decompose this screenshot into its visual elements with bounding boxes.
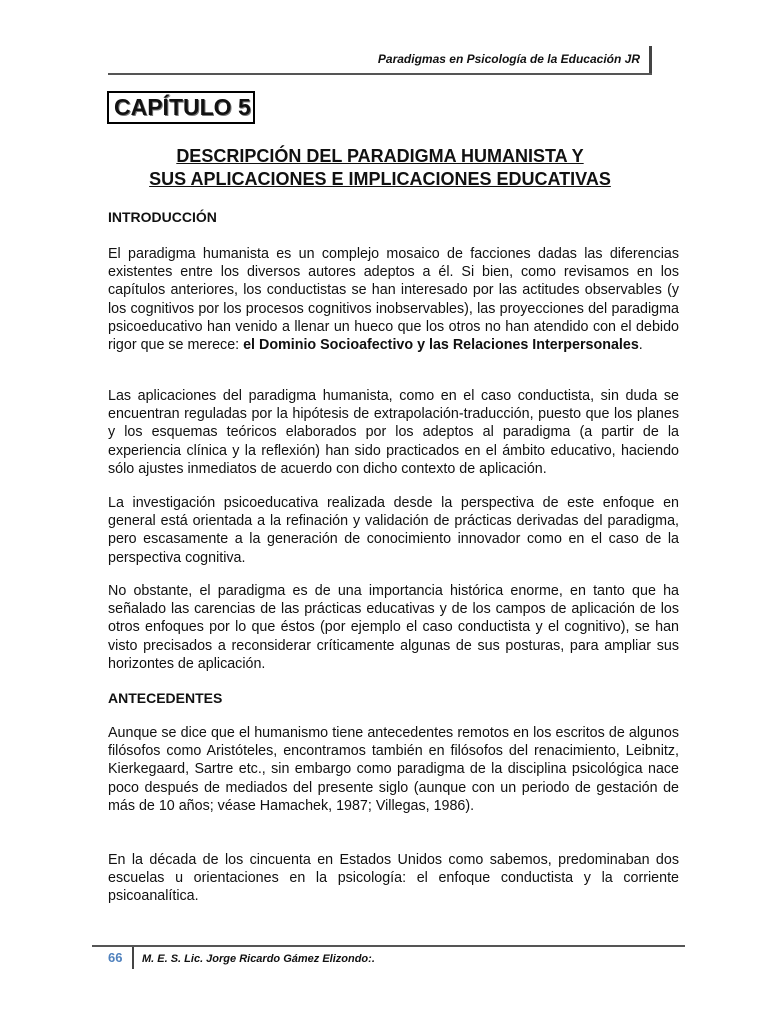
page-number: 66: [108, 950, 123, 965]
paragraph-2: Las aplicaciones del paradigma humanista, como en el caso conductista, sin duda se encuentran reguladas por la hipótesis de extrapolación-traducción, puesto que los planes y los esquemas teóricos elaborados por los adeptos al paradigma (a partir de la experiencia clínica y la reflexión) han sido practicados en el ámbito educativo, haciendo sólo ajustes inmediatos de acuerdo con dicho contexto de aplicación.: [108, 388, 679, 477]
paragraph-1-text: El paradigma humanista es un complejo mosaico de facciones dadas las diferencias existentes entre los diversos autores adeptos a él. Si bien, como revisamos en los capítulos anteriores, los conductistas se han interesado por las actitudes observables (y los cognitivos por los procesos cognitivos inobservables), las proyecciones del paradigma psicoeducativo han venido a llenar un hueco que los otros no han atendido con el debido rigor que se merece:: [108, 246, 679, 354]
paragraph-5: Aunque se dice que el humanismo tiene antecedentes remotos en los escritos de algunos filósofos como Aristóteles, encontramos también en filósofos del renacimiento, Leibnitz, Kierkegaard, Sartre etc., sin embargo como paradigma de la disciplina psicológica nace poco después de mediados del presente siglo (aunque con un periodo de gestación de más de 10 años; véase Hamachek, 1987; Villegas, 1986).: [108, 725, 679, 814]
section-heading-antecedentes: ANTECEDENTES: [108, 690, 223, 706]
chapter-label: CAPÍTULO 5: [114, 94, 251, 120]
section-heading-introduccion: INTRODUCCIÓN: [108, 209, 217, 225]
chapter-title-line-2: SUS APLICACIONES E IMPLICACIONES EDUCATIVAS: [149, 169, 611, 189]
paragraph-4: No obstante, el paradigma es de una importancia histórica enorme, en tanto que ha señalado las carencias de las prácticas educativas y de los campos de aplicación de los otros enfoques por lo que éstos (por ejemplo el caso conductista y el cognitivo), se han visto precisados a reconsiderar críticamente algunas de sus posturas, para ampliar sus horizontes de aplicación.: [108, 583, 679, 672]
footer-separator: [132, 947, 134, 969]
chapter-label-box: [107, 91, 255, 124]
page-header: [108, 44, 652, 75]
paragraph-1: [108, 245, 679, 354]
footer-divider: [92, 945, 685, 947]
paragraph-1-end: .: [638, 337, 643, 354]
footer-author: M. E. S. Lic. Jorge Ricardo Gámez Elizondo:.: [142, 953, 375, 965]
header-divider: [649, 46, 652, 73]
paragraph-3: La investigación psicoeducativa realizada desde la perspectiva de este enfoque en general está orientada a la refinación y validación de prácticas derivadas del paradigma, pero escasamente a la generación de conocimiento innovador como en el caso de la perspectiva cognitiva.: [108, 495, 679, 566]
header-title: Paradigmas en Psicología de la Educación JR: [377, 52, 640, 66]
paragraph-1-emphasis: el Dominio Socioafectivo y las Relaciones Interpersonales: [243, 337, 639, 354]
chapter-title: [108, 145, 652, 191]
chapter-title-line-1: DESCRIPCIÓN DEL PARADIGMA HUMANISTA Y: [176, 146, 584, 166]
paragraph-6: En la década de los cincuenta en Estados Unidos como sabemos, predominaban dos escuelas u orientaciones en la psicología: el enfoque conductista y la corriente psicoanalítica.: [108, 852, 679, 905]
